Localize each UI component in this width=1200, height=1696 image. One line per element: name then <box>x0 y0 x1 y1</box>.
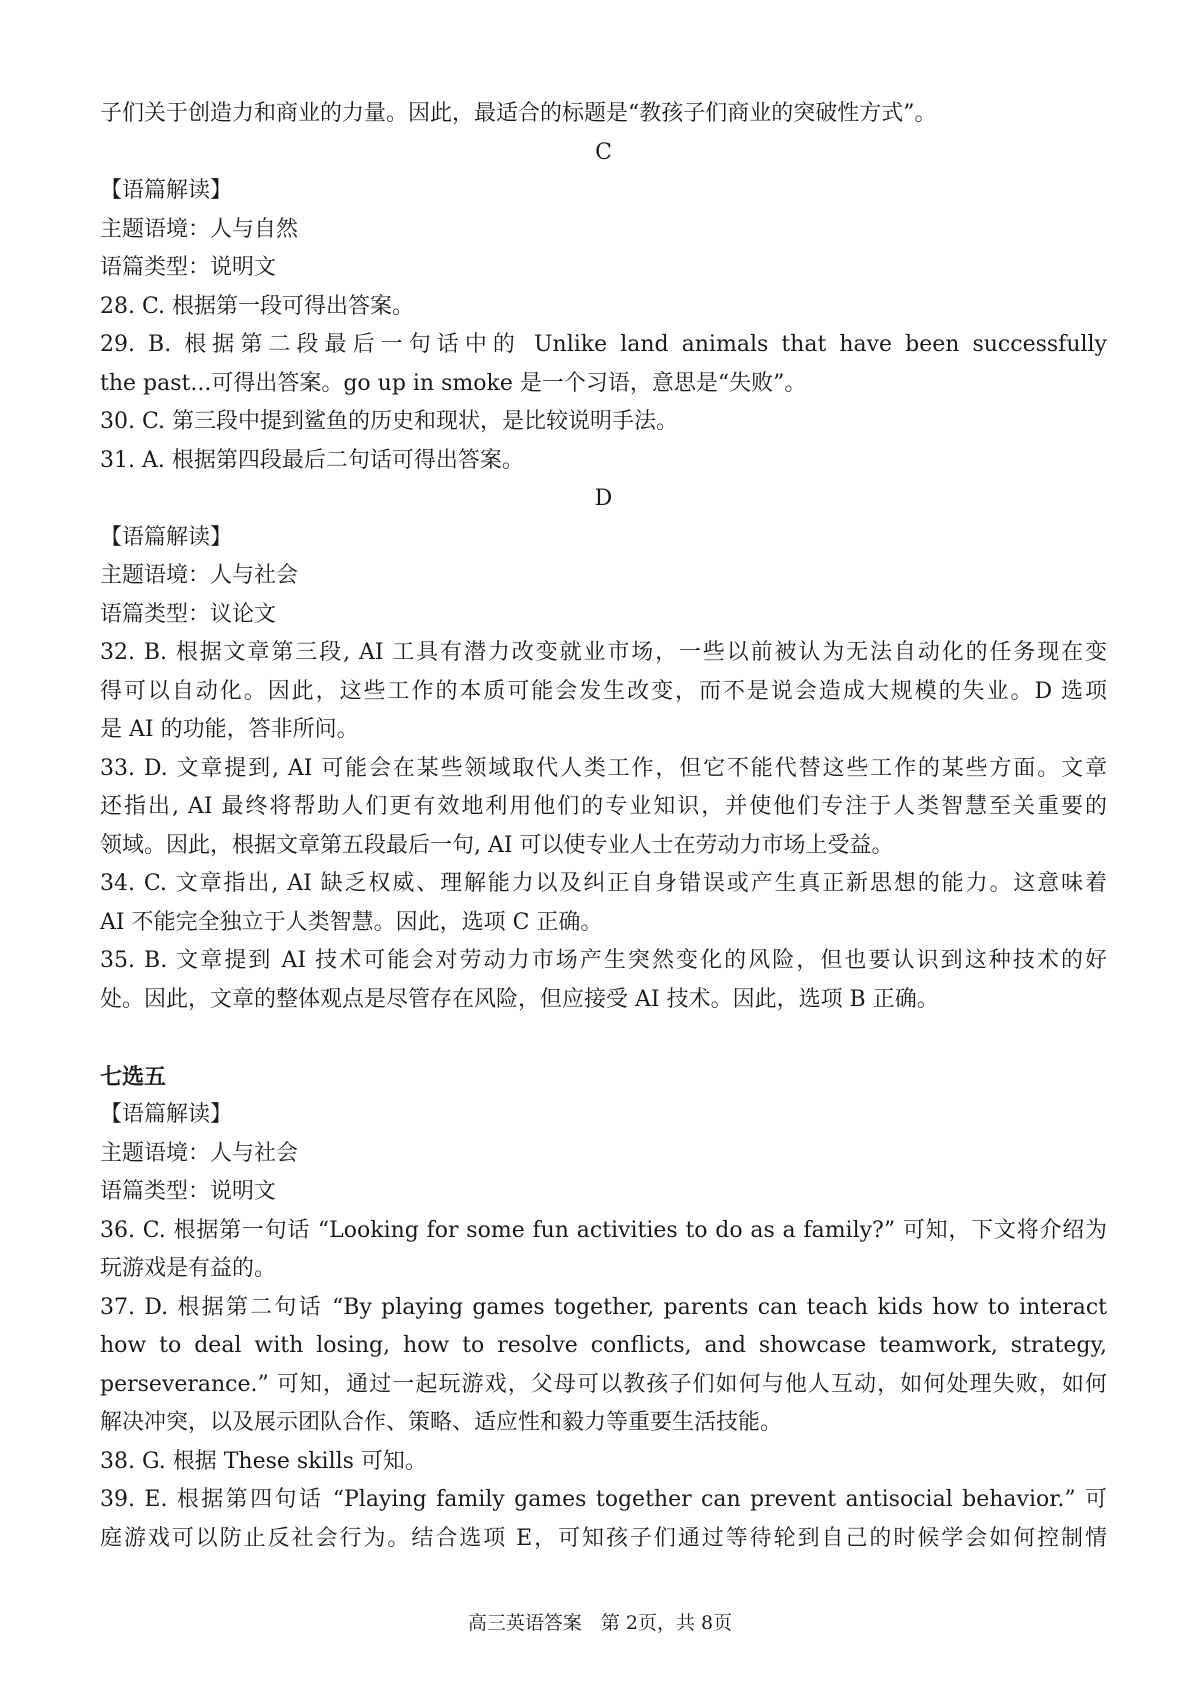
page-footer: 高三英语答案 第 2页，共 8页 <box>467 1612 733 1634</box>
text-line: 34. C. 文章指出, AI 缺乏权威、理解能力以及纠正自身错误或产生真正新思想的能力。这意味着 <box>100 871 1107 896</box>
text-line: 31. A. 根据第四段最后二句话可得出答案。 <box>100 447 524 473</box>
section-letter: D <box>594 486 613 511</box>
section-letter: C <box>595 139 612 165</box>
text-line: 32. B. 根据文章第三段, AI 工具有潜力改变就业市场，一些以前被认为无法自动化的任务现在变 <box>100 640 1107 665</box>
text-line: 36. C. 根据第一句话 “Looking for some fun activities to do as a family?” 可知，下文将介绍为 <box>100 1217 1107 1243</box>
text-line: 主题语境：人与社会 <box>100 563 299 588</box>
text-line: 语篇类型：说明文 <box>100 255 277 280</box>
text-line: 是 AI 的功能，答非所问。 <box>100 717 359 742</box>
text-line: 33. D. 文章提到, AI 可能会在某些领域取代人类工作，但它不能代替这些工作的某些方面。文章 <box>100 755 1107 781</box>
text-line: 语篇类型：议论文 <box>100 601 277 627</box>
text-line: how to deal with losing, how to resolve conflicts, and showcase teamwork, strategy, <box>100 1333 1107 1358</box>
answer-page <box>100 95 1107 1558</box>
text-line: 主题语境：人与自然 <box>100 216 299 242</box>
text-line: 子们关于创造力和商业的力量。因此，最适合的标题是“教孩子们商业的突破性方式”。 <box>100 101 937 126</box>
text-line: 主题语境：人与社会 <box>100 1140 299 1166</box>
text-line: 39. E. 根据第四句话 “Playing family games together can prevent antisocial behavior.” 可 <box>100 1487 1107 1512</box>
text-line: 29. B. 根据第二段最后一句话中的 Unlike land animals that have been successfully <box>100 332 1107 357</box>
text-line: 【语篇解读】 <box>100 524 233 550</box>
text-line: 【语篇解读】 <box>100 1102 233 1127</box>
text-line: 38. G. 根据 These skills 可知。 <box>100 1448 427 1474</box>
text-line: 领域。因此，根据文章第五段最后一句, AI 可以使专业人士在劳动力市场上受益。 <box>100 832 894 858</box>
text-line: 30. C. 第三段中提到鲨鱼的历史和现状，是比较说明手法。 <box>100 409 679 434</box>
blank-line <box>100 1019 1107 1058</box>
text-line: 语篇类型：说明文 <box>100 1179 277 1204</box>
text-line: 得可以自动化。因此，这些工作的本质可能会发生改变，而不是说会造成大规模的失业。D 选项 <box>100 678 1107 704</box>
section-heading: 七选五 <box>100 1063 167 1090</box>
text-line: 35. B. 文章提到 AI 技术可能会对劳动力市场产生突然变化的风险，但也要认识到这种技术的好 <box>100 948 1107 973</box>
text-line: AI 不能完全独立于人类智慧。因此，选项 C 正确。 <box>100 909 603 935</box>
text-line: 玩游戏是有益的。 <box>100 1256 277 1281</box>
text-line: 处。因此，文章的整体观点是尽管存在风险，但应接受 AI 技术。因此，选项 B 正确。 <box>100 986 939 1012</box>
text-line: 【语篇解读】 <box>100 178 233 203</box>
text-line: 37. D. 根据第二句话 “By playing games together, parents can teach kids how to interact <box>100 1294 1107 1320</box>
text-line: perseverance.” 可知，通过一起玩游戏，父母可以教孩子们如何与他人互动，如何处理失败，如何 <box>100 1371 1107 1397</box>
text-line: the past...可得出答案。go up in smoke 是一个习语，意思是“失败”。 <box>100 370 807 396</box>
text-line: 28. C. 根据第一段可得出答案。 <box>100 293 415 319</box>
text-line: 还指出, AI 最终将帮助人们更有效地利用他们的专业知识，并使他们专注于人类智慧至关重要的 <box>100 794 1107 819</box>
text-line: 解决冲突，以及展示团队合作、策略、适应性和毅力等重要生活技能。 <box>100 1410 783 1435</box>
text-line: 庭游戏可以防止反社会行为。结合选项 E，可知孩子们通过等待轮到自己的时候学会如何控制情 <box>100 1525 1107 1551</box>
